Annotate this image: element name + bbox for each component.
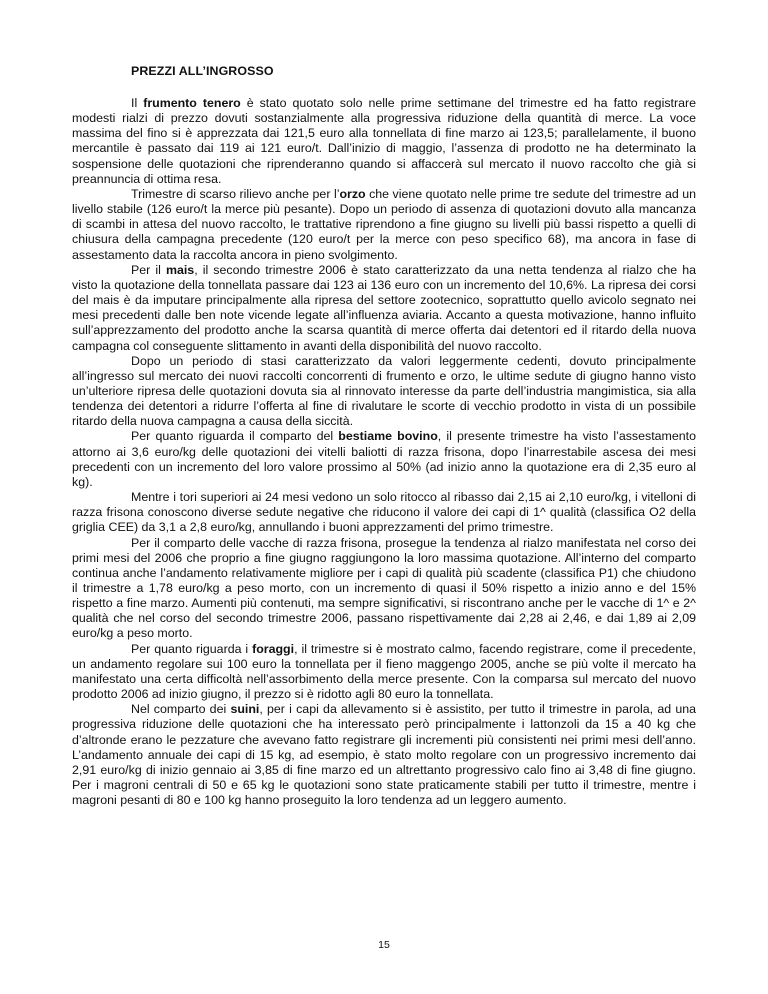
page-number: 15 xyxy=(378,939,390,951)
text-segment: che viene quotato nelle prime tre sedute del trimestre ad un livello stabile (126 euro/t la merce più pesante). Dopo un periodo di assenza di quotazioni dovuto alla mancanza di scambi in attesa del nuovo raccolto, le trattative riprendono a fine giugno su livelli più bassi rispetto a quelli di chiusura della campagna precedente (120 euro/t per la merce con peso specifico 68), ma ancora in fase di assestamento data la raccolta ancora in pieno svolgimento. xyxy=(72,186,697,262)
text-segment: Dopo un periodo di stasi caratterizzato da valori leggermente cedenti, dovuto principalmente all’ingresso sul mercato dei nuovi raccolti concorrenti di frumento e orzo, le ultime sedute di giugno hanno visto un’ulteriore ripresa delle quotazioni dovuta sia al rinnovato interesse da parte dell’industria mangimistica, sia alla tendenza dei detentori a ridurre l’offerta al fine di rivalutare le scorte di vecchio prodotto in vista di un possibile ritardo della nuova campagna a causa della siccità. xyxy=(72,353,696,429)
paragraph-mais xyxy=(72,263,696,354)
paragraph-frumento xyxy=(72,96,696,187)
page-title: PREZZI ALL’INGROSSO xyxy=(131,64,274,78)
text-segment: è stato quotato solo nelle prime settimane del trimestre ed ha fatto registrare modesti rialzi di prezzo dovuti sostanzialmente alla progressiva riduzione della quantità di merce. La voce massima del fino si è apprezzata dai 121,5 euro alla tonnellata di fine marzo ai 123,5; parallelamente, il buono mercantile è passato dai 119 ai 121 euro/t. Dall’inizio di maggio, l’assenza di prodotto ne ha determinato la sospensione delle quotazioni che riprenderanno quando si affaccerà sul mercato il nuovo raccolto che già si preannuncia di ottima resa. xyxy=(72,96,696,186)
text-segment: Per il xyxy=(131,262,166,277)
paragraph-foraggi xyxy=(72,642,696,703)
paragraph-mais-stasi xyxy=(72,354,696,430)
keyword-bold: bestiame bovino xyxy=(338,429,438,444)
text-segment: Per quanto riguarda i xyxy=(131,641,253,656)
paragraph-orzo xyxy=(72,187,696,263)
text-segment: Nel comparto dei xyxy=(131,702,231,717)
paragraph-suini xyxy=(72,702,696,808)
keyword-bold: mais xyxy=(165,262,195,277)
text-segment: Per quanto riguarda il comparto del xyxy=(131,429,339,444)
text-segment: , per i capi da allevamento si è assistito, per tutto il trimestre in parola, ad una progressiva riduzione delle quotazioni che ha interessato però principalmente i lattonzoli da 15 a 40 kg che d’altronde erano le pezzature che avevano fatto registrare gli incrementi più consistenti nei primi mesi dell’anno. L’andamento annuale dei capi di 15 kg, ad esempio, è stato molto regolare con un progressivo incremento dai 2,91 euro/kg di inizio gennaio ai 3,85 di fine marzo ed un altrettanto progressivo calo fino ai 3,48 di fine giugno. Per i magroni centrali di 50 e 65 kg le quotazioni sono state praticamente stabili per tutto il trimestre, mentre i magroni pesanti di 80 e 100 kg hanno proseguito la loro tendenza ad un leggero aumento. xyxy=(72,702,697,808)
body-text xyxy=(72,96,696,808)
paragraph-tori-vitelloni xyxy=(72,490,696,535)
keyword-bold: foraggi xyxy=(252,641,295,656)
text-segment: , il trimestre si è mostrato calmo, facendo registrare, come il precedente, un andamento regolare sui 100 euro la tonnellata per il fieno maggengo 2005, anche se più volte il mercato ha manifestato una certa difficoltà nell’assorbimento della merce presente. Con la comparsa sul mercato del nuovo prodotto 2006 ad inizio giugno, il prezzo si è ridotto agli 80 euro la tonnellata. xyxy=(72,641,696,702)
text-segment: , il secondo trimestre 2006 è stato caratterizzato da una netta tendenza al rialzo che ha visto la quotazione della tonnellata passare dai 123 ai 136 euro con un incremento del 10,6%. La ripresa dei corsi del mais è da imputare principalmente alla ripresa del settore zootecnico, soprattutto quello avicolo segnato nei mesi precedenti dalle ben note vicende legate all’influenza aviaria. Accanto a questa motivazione, hanno influito sull’apprezzamento del prodotto anche la scarsa quantità di merce offerta dai detentori ed il ritardo della nuova campagna col conseguente slittamento in avanti della disponibilità del nuovo raccolto. xyxy=(72,262,696,353)
keyword-bold: orzo xyxy=(339,186,366,201)
keyword-bold: frumento tenero xyxy=(143,96,241,110)
text-segment: Mentre i tori superiori ai 24 mesi vedono un solo ritocco al ribasso dai 2,15 ai 2,10 euro/kg, i vitelloni di razza frisona conoscono diverse sedute negative che riducono il valore dei capi di 1^ qualità (classifica O2 della griglia CEE) da 3,1 a 2,8 euro/kg, annullando i buoni apprezzamenti del primo trimestre. xyxy=(72,490,696,535)
text-segment: , il presente trimestre ha visto l’assestamento attorno ai 3,6 euro/kg delle quotazioni dei vitelli baliotti di razza frisona, dopo l’inarrestabile ascesa dei mesi precedenti con un incremento del loro valore prossimo al 50% (ad inizio anno la quotazione era di 2,35 euro al kg). xyxy=(72,429,696,489)
text-segment: Per il comparto delle vacche di razza frisona, prosegue la tendenza al rialzo manifestata nel corso dei primi mesi del 2006 che proprio a fine giugno raggiungono la loro massima quotazione. All’interno del comparto continua anche l’andamento relativamente migliore per i capi di qualità più scadente (classifica P1) che chiudono il trimestre a 1,78 euro/kg a peso morto, con un incremento di quasi il 50% rispetto a inizio anno e del 15% rispetto a fine marzo. Aumenti più contenuti, ma sempre significativi, si riscontrano anche per le vacche di 1^ e 2^ qualità che nel corso del secondo trimestre 2006, passano rispettivamente dai 2,28 ai 2,46, e dai 1,89 ai 2,09 euro/kg a peso morto. xyxy=(72,535,696,641)
text-segment: Il xyxy=(131,96,144,110)
keyword-bold: suini xyxy=(230,702,260,717)
text-segment: Trimestre di scarso rilievo anche per l’ xyxy=(131,186,340,201)
paragraph-bestiame-bovino xyxy=(72,429,696,490)
paragraph-vacche xyxy=(72,536,696,642)
